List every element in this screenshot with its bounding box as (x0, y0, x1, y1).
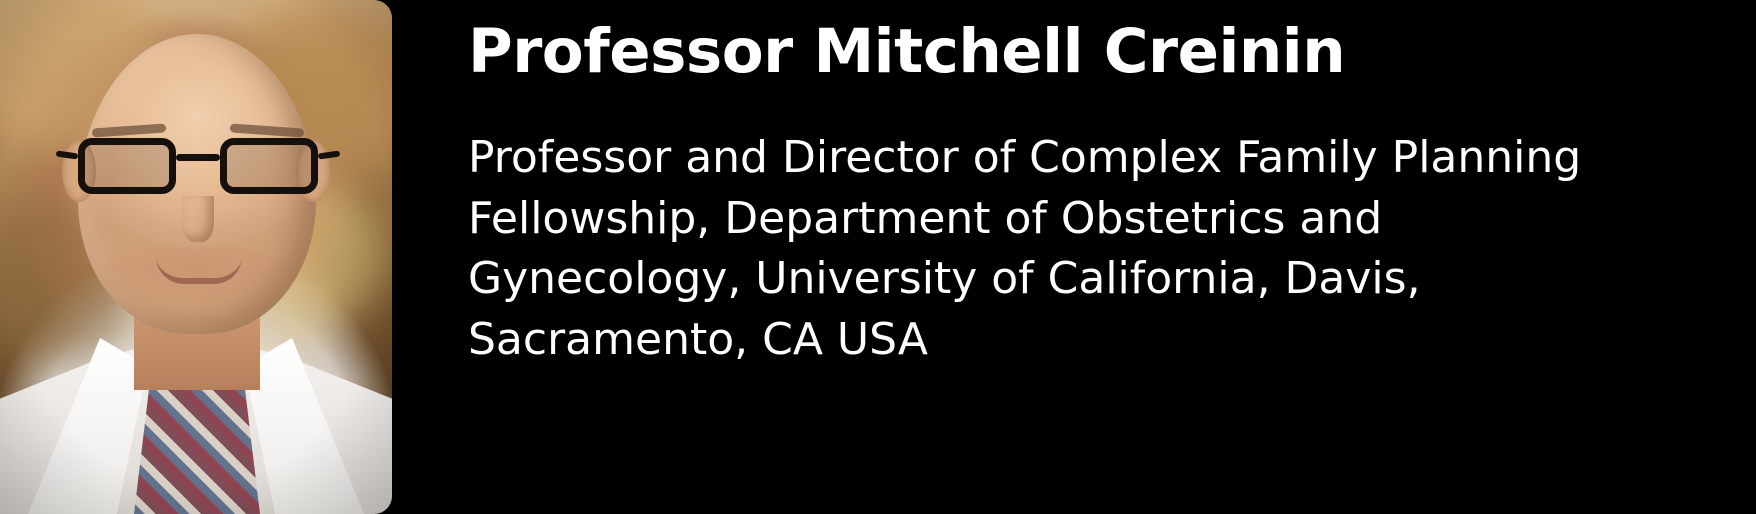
eyeglass-lens-right (220, 138, 318, 194)
speaker-affiliation: Professor and Director of Complex Family Planning Fellowship, Department of Obstetrics and Gynecology, University of California, Davis, Sacramento, CA USA (468, 132, 1582, 366)
eyeglass-bridge (176, 154, 220, 161)
headshot-image (0, 0, 392, 514)
speaker-name: Professor Mitchell Creinin (468, 16, 1346, 87)
speaker-info (392, 0, 1756, 371)
nose (182, 196, 214, 242)
speaker-photo (0, 0, 392, 514)
eyeglass-lens-left (78, 138, 176, 194)
eyeglasses (76, 138, 320, 198)
